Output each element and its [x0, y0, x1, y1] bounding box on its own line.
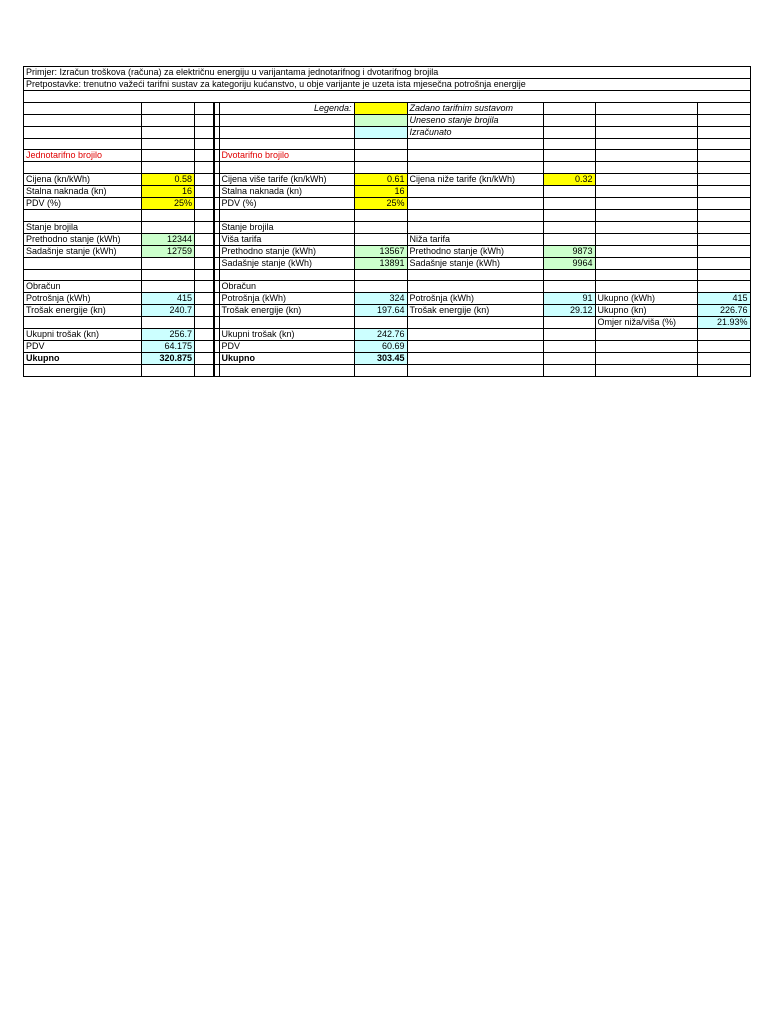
cell[interactable]	[142, 162, 195, 174]
cell[interactable]	[195, 221, 214, 233]
cell[interactable]	[407, 162, 543, 174]
section-header-row	[24, 150, 751, 162]
cell[interactable]	[142, 221, 195, 233]
cell[interactable]	[195, 257, 214, 269]
legend-label[interactable]	[219, 102, 354, 114]
cell[interactable]	[195, 353, 214, 365]
cell[interactable]	[697, 102, 750, 114]
cell[interactable]	[407, 317, 543, 329]
single-prev-value[interactable]: 12344	[142, 233, 195, 245]
legend-swatch-yellow[interactable]	[354, 102, 407, 114]
cell[interactable]	[595, 198, 697, 210]
single-cons-label[interactable]: Potrošnja (kWh)	[24, 293, 142, 305]
legend-swatch-green[interactable]	[354, 114, 407, 126]
total-row	[24, 353, 751, 365]
cell[interactable]	[697, 281, 750, 293]
cell[interactable]	[24, 317, 142, 329]
single-subtotal-label[interactable]: Ukupni trošak (kn)	[24, 329, 142, 341]
cell[interactable]	[595, 353, 697, 365]
cell[interactable]	[697, 269, 750, 281]
cell[interactable]	[195, 186, 214, 198]
ratio-label[interactable]: Omjer niža/viša (%)	[595, 317, 697, 329]
cell[interactable]	[543, 150, 595, 162]
cell[interactable]	[142, 126, 195, 138]
cell[interactable]	[407, 269, 543, 281]
legend-swatch-cyan[interactable]	[354, 126, 407, 138]
legend-item-computed[interactable]: Izračunato	[407, 126, 543, 138]
cell[interactable]	[697, 174, 750, 186]
cell[interactable]	[543, 329, 595, 341]
cell[interactable]	[595, 365, 697, 377]
single-fee-label[interactable]: Stalna naknada (kn)	[24, 186, 142, 198]
energy-cost-row	[24, 305, 751, 317]
cell[interactable]	[407, 186, 543, 198]
cell[interactable]	[219, 126, 354, 138]
cell[interactable]	[697, 221, 750, 233]
cell[interactable]	[354, 317, 407, 329]
low-curr-label[interactable]: Sadašnje stanje (kWh)	[407, 257, 543, 269]
empty-row	[24, 162, 751, 174]
cell[interactable]	[697, 365, 750, 377]
cell[interactable]	[24, 102, 142, 114]
cell[interactable]	[595, 269, 697, 281]
cell[interactable]	[24, 210, 142, 222]
cell[interactable]	[142, 114, 195, 126]
single-subtotal-value[interactable]: 256.7	[142, 329, 195, 341]
cell[interactable]	[595, 329, 697, 341]
cell[interactable]	[354, 269, 407, 281]
cell[interactable]	[354, 138, 407, 150]
dual-total-label[interactable]: Ukupno	[219, 353, 354, 365]
legend-item-given[interactable]: Zadano tarifnim sustavom	[407, 102, 543, 114]
high-cons-value[interactable]: 324	[354, 293, 407, 305]
cell[interactable]	[24, 257, 142, 269]
cell[interactable]	[543, 281, 595, 293]
cell[interactable]	[195, 162, 214, 174]
cell[interactable]	[543, 126, 595, 138]
fee-row	[24, 186, 751, 198]
low-curr-value[interactable]: 9964	[543, 257, 595, 269]
cell[interactable]	[219, 317, 354, 329]
legend-row	[24, 114, 751, 126]
cell[interactable]	[595, 221, 697, 233]
single-prev-label[interactable]: Prethodno stanje (kWh)	[24, 233, 142, 245]
empty-row	[24, 210, 751, 222]
cell[interactable]	[543, 353, 595, 365]
cell[interactable]	[595, 114, 697, 126]
cell[interactable]	[195, 329, 214, 341]
single-meter-label[interactable]: Stanje brojila	[24, 221, 142, 233]
single-cons-value[interactable]: 415	[142, 293, 195, 305]
high-price-label[interactable]: Cijena više tarife (kn/kWh)	[219, 174, 354, 186]
cell[interactable]	[697, 186, 750, 198]
cell[interactable]	[543, 341, 595, 353]
cell[interactable]	[697, 353, 750, 365]
single-vat-value[interactable]: 25%	[142, 198, 195, 210]
low-cons-value[interactable]: 91	[543, 293, 595, 305]
cell[interactable]	[142, 138, 195, 150]
cell[interactable]	[697, 150, 750, 162]
cell[interactable]	[407, 210, 543, 222]
cell[interactable]	[543, 317, 595, 329]
single-price-label[interactable]: Cijena (kn/kWh)	[24, 174, 142, 186]
meter-header-row	[24, 221, 751, 233]
cell[interactable]	[595, 186, 697, 198]
dual-vat-label[interactable]: PDV (%)	[219, 198, 354, 210]
cell[interactable]	[697, 198, 750, 210]
dual-pdv-label[interactable]: PDV	[219, 341, 354, 353]
cell[interactable]	[697, 329, 750, 341]
cell[interactable]	[543, 233, 595, 245]
cell[interactable]	[697, 126, 750, 138]
dual-total-value[interactable]: 303.45	[354, 353, 407, 365]
sum-cons-value[interactable]: 415	[697, 293, 750, 305]
empty-row	[24, 269, 751, 281]
legend-row	[24, 126, 751, 138]
single-energy-label[interactable]: Trošak energije (kn)	[24, 305, 142, 317]
cell[interactable]	[407, 281, 543, 293]
low-tariff-label[interactable]: Niža tarifa	[407, 233, 543, 245]
cell[interactable]	[595, 210, 697, 222]
cell[interactable]	[354, 162, 407, 174]
cell[interactable]	[407, 221, 543, 233]
cell[interactable]	[219, 114, 354, 126]
single-calc-label[interactable]: Obračun	[24, 281, 142, 293]
cell[interactable]	[142, 365, 195, 377]
single-vat-label[interactable]: PDV (%)	[24, 198, 142, 210]
low-cons-label[interactable]: Potrošnja (kWh)	[407, 293, 543, 305]
single-fee-value[interactable]: 16	[142, 186, 195, 198]
cell[interactable]	[543, 114, 595, 126]
cell[interactable]	[595, 245, 697, 257]
single-pdv-value[interactable]: 64.175	[142, 341, 195, 353]
dual-subtotal-label[interactable]: Ukupni trošak (kn)	[219, 329, 354, 341]
high-price-value[interactable]: 0.61	[354, 174, 407, 186]
cell[interactable]	[24, 138, 142, 150]
single-total-value[interactable]: 320.875	[142, 353, 195, 365]
dual-calc-label[interactable]: Obračun	[219, 281, 354, 293]
dual-fee-label[interactable]: Stalna naknada (kn)	[219, 186, 354, 198]
cell[interactable]	[697, 245, 750, 257]
ratio-row	[24, 317, 751, 329]
calculation-header-row	[24, 281, 751, 293]
cell[interactable]	[195, 150, 214, 162]
cell[interactable]	[543, 210, 595, 222]
cell[interactable]	[543, 138, 595, 150]
cell[interactable]	[142, 210, 195, 222]
title-cell[interactable]: Primjer: Izračun troškova (računa) za električnu energiju u varijantama jednotarifnog i dvotarifnog brojila	[24, 67, 751, 79]
high-curr-value[interactable]: 13891	[354, 257, 407, 269]
dual-meter-label[interactable]: Stanje brojila	[219, 221, 354, 233]
cell[interactable]	[595, 281, 697, 293]
cell[interactable]	[354, 150, 407, 162]
empty-cell[interactable]	[24, 91, 751, 103]
cell[interactable]	[354, 281, 407, 293]
cell[interactable]	[595, 138, 697, 150]
empty-row	[24, 365, 751, 377]
low-energy-label[interactable]: Trošak energije (kn)	[407, 305, 543, 317]
cell[interactable]	[595, 102, 697, 114]
single-energy-value[interactable]: 240.7	[142, 305, 195, 317]
cell[interactable]	[24, 114, 142, 126]
dual-tariff-header[interactable]: Dvotarifno brojilo	[219, 150, 354, 162]
cell[interactable]	[219, 162, 354, 174]
cell[interactable]	[543, 365, 595, 377]
cell[interactable]	[195, 138, 214, 150]
cell[interactable]	[543, 198, 595, 210]
previous-reading-row	[24, 233, 751, 245]
cell[interactable]	[543, 221, 595, 233]
dual-fee-value[interactable]: 16	[354, 186, 407, 198]
cell[interactable]	[24, 269, 142, 281]
cell[interactable]	[354, 221, 407, 233]
low-price-value[interactable]: 0.32	[543, 174, 595, 186]
cell[interactable]	[354, 210, 407, 222]
single-price-value[interactable]: 0.58	[142, 174, 195, 186]
cell[interactable]	[697, 210, 750, 222]
cell[interactable]	[354, 233, 407, 245]
cell[interactable]	[595, 174, 697, 186]
sum-cost-label[interactable]: Ukupno (kn)	[595, 305, 697, 317]
cell[interactable]	[195, 281, 214, 293]
cell[interactable]	[219, 269, 354, 281]
low-price-label[interactable]: Cijena niže tarife (kn/kWh)	[407, 174, 543, 186]
cell[interactable]	[195, 198, 214, 210]
cell[interactable]	[595, 341, 697, 353]
cell[interactable]	[697, 114, 750, 126]
single-curr-value[interactable]: 12759	[142, 245, 195, 257]
dual-pdv-value[interactable]: 60.69	[354, 341, 407, 353]
high-cons-label[interactable]: Potrošnja (kWh)	[219, 293, 354, 305]
cell[interactable]	[195, 210, 214, 222]
cell[interactable]	[697, 341, 750, 353]
cell[interactable]	[195, 341, 214, 353]
cell[interactable]	[407, 329, 543, 341]
cell[interactable]	[697, 233, 750, 245]
cell[interactable]	[195, 365, 214, 377]
single-curr-label[interactable]: Sadašnje stanje (kWh)	[24, 245, 142, 257]
cell[interactable]	[595, 126, 697, 138]
consumption-row	[24, 293, 751, 305]
cell[interactable]	[24, 162, 142, 174]
high-curr-label[interactable]: Sadašnje stanje (kWh)	[219, 257, 354, 269]
low-prev-label[interactable]: Prethodno stanje (kWh)	[407, 245, 543, 257]
cell[interactable]	[195, 174, 214, 186]
low-prev-value[interactable]: 9873	[543, 245, 595, 257]
cell[interactable]	[195, 269, 214, 281]
sum-cost-value[interactable]: 226.76	[697, 305, 750, 317]
cell[interactable]	[195, 245, 214, 257]
title-row	[24, 67, 751, 79]
cell[interactable]	[543, 269, 595, 281]
cell[interactable]	[697, 257, 750, 269]
cell[interactable]	[595, 162, 697, 174]
cell[interactable]	[407, 341, 543, 353]
cell[interactable]	[142, 317, 195, 329]
cell[interactable]	[407, 353, 543, 365]
cell[interactable]	[543, 102, 595, 114]
cell[interactable]	[24, 126, 142, 138]
current-reading-row	[24, 245, 751, 257]
cell[interactable]	[407, 365, 543, 377]
cell[interactable]	[142, 281, 195, 293]
high-energy-value[interactable]: 197.64	[354, 305, 407, 317]
cell[interactable]	[142, 150, 195, 162]
cell[interactable]	[407, 198, 543, 210]
cell[interactable]	[24, 365, 142, 377]
cell[interactable]	[595, 233, 697, 245]
high-tariff-label[interactable]: Viša tarifa	[219, 233, 354, 245]
cell[interactable]	[195, 317, 214, 329]
high-energy-label[interactable]: Trošak energije (kn)	[219, 305, 354, 317]
cell[interactable]	[407, 150, 543, 162]
cell[interactable]	[195, 102, 214, 114]
sum-cons-label[interactable]: Ukupno (kWh)	[595, 293, 697, 305]
dual-current-reading-row	[24, 257, 751, 269]
cell[interactable]	[142, 257, 195, 269]
price-row	[24, 174, 751, 186]
legend-label-text: Legenda:	[313, 102, 352, 113]
cell[interactable]	[195, 126, 214, 138]
dual-subtotal-value[interactable]: 242.76	[354, 329, 407, 341]
spreadsheet-table	[23, 66, 751, 377]
empty-row	[24, 91, 751, 103]
assumptions-row	[24, 79, 751, 91]
cell[interactable]	[697, 138, 750, 150]
single-tariff-header[interactable]: Jednotarifno brojilo	[24, 150, 142, 162]
high-prev-label[interactable]: Prethodno stanje (kWh)	[219, 245, 354, 257]
cell[interactable]	[219, 138, 354, 150]
vat-row	[24, 198, 751, 210]
pdv-row	[24, 341, 751, 353]
cell[interactable]	[543, 186, 595, 198]
subtotal-row	[24, 329, 751, 341]
cell[interactable]	[142, 269, 195, 281]
cell[interactable]	[195, 293, 214, 305]
low-energy-value[interactable]: 29.12	[543, 305, 595, 317]
cell[interactable]	[195, 233, 214, 245]
cell[interactable]	[354, 365, 407, 377]
empty-row	[24, 138, 751, 150]
cell[interactable]	[195, 305, 214, 317]
legend-item-entered[interactable]: Uneseno stanje brojila	[407, 114, 543, 126]
cell[interactable]	[219, 210, 354, 222]
cell[interactable]	[142, 102, 195, 114]
cell[interactable]	[219, 365, 354, 377]
single-pdv-label[interactable]: PDV	[24, 341, 142, 353]
single-total-label[interactable]: Ukupno	[24, 353, 142, 365]
cell[interactable]	[195, 114, 214, 126]
legend-row	[24, 102, 751, 114]
assumptions-cell[interactable]: Pretpostavke: trenutno važeći tarifni sustav za kategoriju kućanstvo, u obje varijante je uzeta ista mjesečna potrošnja energije	[24, 79, 751, 91]
cell[interactable]	[595, 257, 697, 269]
cell[interactable]	[697, 162, 750, 174]
cell[interactable]	[407, 138, 543, 150]
ratio-value[interactable]: 21.93%	[697, 317, 750, 329]
dual-vat-value[interactable]: 25%	[354, 198, 407, 210]
cell[interactable]	[595, 150, 697, 162]
high-prev-value[interactable]: 13567	[354, 245, 407, 257]
cell[interactable]	[543, 162, 595, 174]
